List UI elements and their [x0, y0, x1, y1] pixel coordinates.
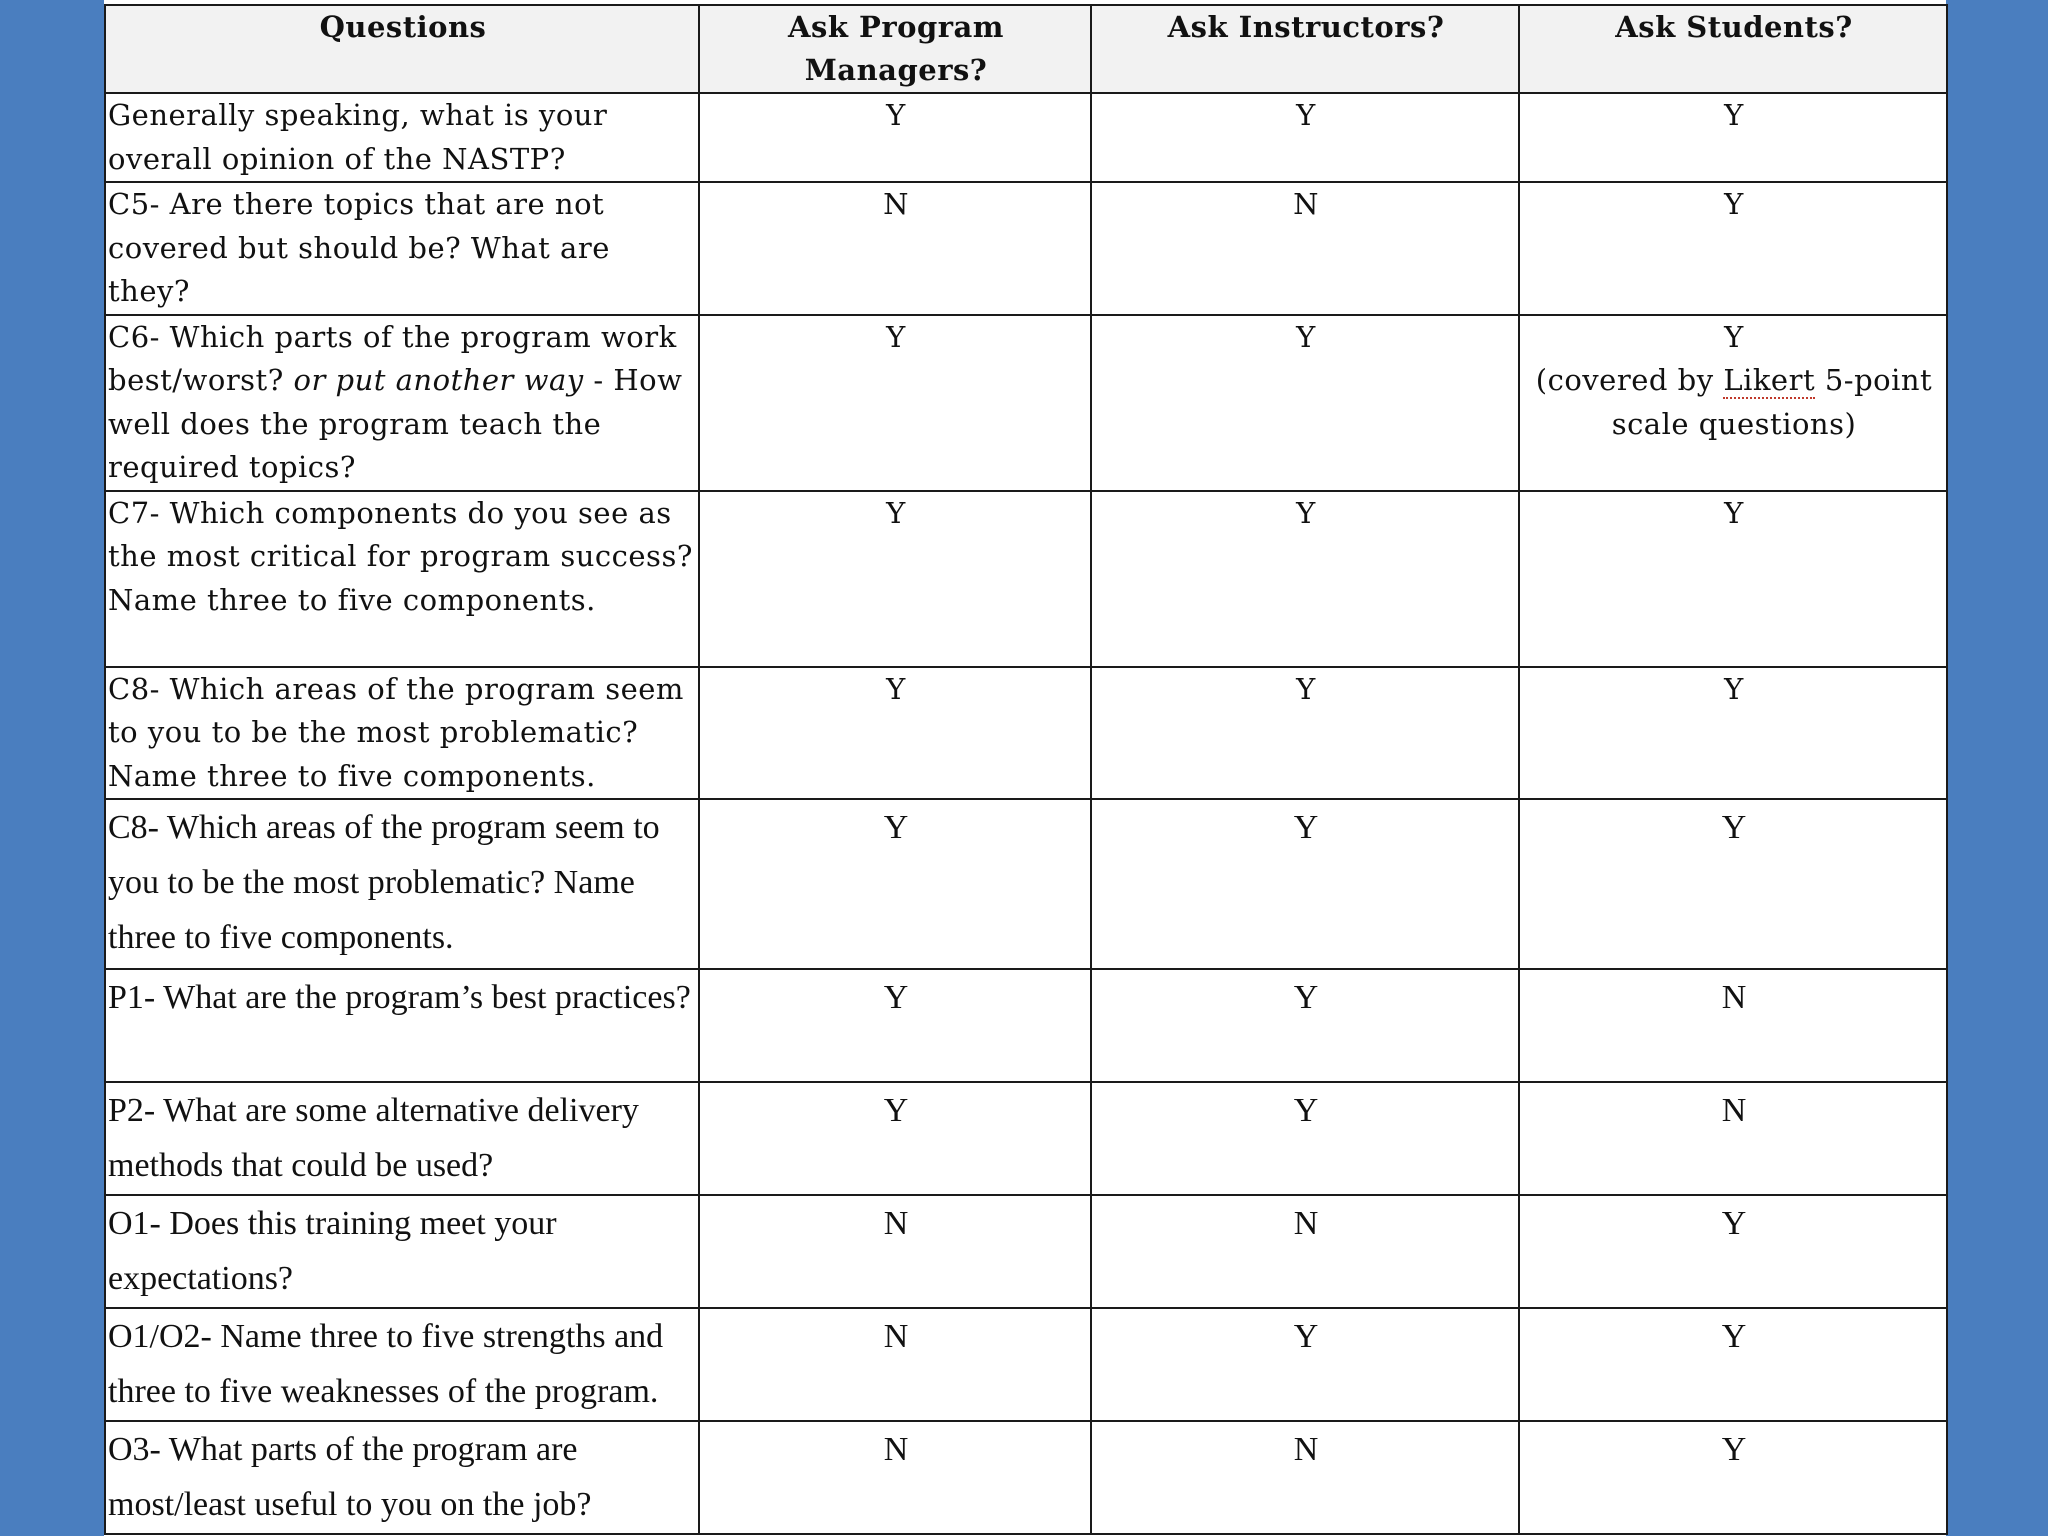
header-ask-program-managers: Ask Program Managers?: [699, 5, 1091, 93]
table-row: [105, 93, 1947, 182]
students-answer: Y: [1724, 319, 1744, 354]
question-cell: O1- Does this training meet your expectations?: [105, 1195, 699, 1308]
header-ask-students: Ask Students?: [1519, 5, 1947, 93]
instructors-cell: Y: [1091, 315, 1519, 491]
instructors-cell: Y: [1091, 667, 1519, 800]
question-cell: O1/O2- Name three to five strengths and three to five weaknesses of the program.: [105, 1308, 699, 1421]
students-cell: Y: [1519, 93, 1947, 182]
program-managers-cell: N: [699, 1421, 1091, 1534]
question-text-continued: - How well does the program teach the required topics?: [108, 363, 683, 484]
program-managers-cell: Y: [699, 667, 1091, 800]
program-managers-cell: Y: [699, 799, 1091, 969]
program-managers-cell: Y: [699, 315, 1091, 491]
students-cell: N: [1519, 969, 1947, 1082]
instructors-cell: N: [1091, 182, 1519, 315]
program-managers-cell: Y: [699, 969, 1091, 1082]
instructors-cell: Y: [1091, 969, 1519, 1082]
question-cell: C7- Which components do you see as the most critical for program success? Name three to five components.: [105, 491, 699, 667]
table-row: [105, 1195, 1947, 1308]
students-note: [1522, 359, 1946, 446]
question-cell: P1- What are the program’s best practices?: [105, 969, 699, 1082]
table-row: [105, 1421, 1947, 1534]
table-row: [105, 799, 1947, 969]
table-row: [105, 667, 1947, 800]
question-cell: C8- Which areas of the program seem to you to be the most problematic? Name three to five components.: [105, 667, 699, 800]
table-row: [105, 315, 1947, 491]
table-row: [105, 1082, 1947, 1195]
header-questions: Questions: [105, 5, 699, 93]
question-cell: C5- Are there topics that are not covered but should be? What are they?: [105, 182, 699, 315]
header-row: [105, 5, 1947, 93]
table-row: [105, 491, 1947, 667]
instructors-cell: Y: [1091, 1082, 1519, 1195]
students-cell: Y: [1519, 1421, 1947, 1534]
program-managers-cell: N: [699, 1308, 1091, 1421]
program-managers-cell: N: [699, 182, 1091, 315]
spellcheck-marked-word: Likert: [1723, 363, 1816, 397]
program-managers-cell: Y: [699, 1082, 1091, 1195]
question-cell: P2- What are some alternative delivery methods that could be used?: [105, 1082, 699, 1195]
table-row: [105, 969, 1947, 1082]
students-cell: Y: [1519, 182, 1947, 315]
students-cell: Y: [1519, 491, 1947, 667]
students-cell: Y: [1519, 1195, 1947, 1308]
students-cell: Y: [1519, 799, 1947, 969]
instructors-cell: Y: [1091, 491, 1519, 667]
instructors-cell: N: [1091, 1195, 1519, 1308]
students-note-text: (covered by: [1535, 363, 1724, 397]
questions-table: [104, 4, 1948, 1535]
question-cell: C8- Which areas of the program seem to you to be the most problematic? Name three to five components.: [105, 799, 699, 969]
students-cell: Y: [1519, 667, 1947, 800]
question-text: C6- Which parts of the program work best/worst?: [108, 319, 677, 397]
document-page: [104, 0, 1946, 1536]
instructors-cell: Y: [1091, 1308, 1519, 1421]
table-row: [105, 1308, 1947, 1421]
question-cell: Generally speaking, what is your overall opinion of the NASTP?: [105, 93, 699, 182]
students-note-text-continued: 5-point scale questions): [1611, 363, 1933, 441]
students-cell: Y: [1519, 1308, 1947, 1421]
students-cell: N: [1519, 1082, 1947, 1195]
table-row: [105, 182, 1947, 315]
question-cell: [105, 315, 699, 491]
question-cell: O3- What parts of the program are most/least useful to you on the job?: [105, 1421, 699, 1534]
program-managers-cell: Y: [699, 93, 1091, 182]
students-cell: [1519, 315, 1947, 491]
program-managers-cell: Y: [699, 491, 1091, 667]
instructors-cell: N: [1091, 1421, 1519, 1534]
instructors-cell: Y: [1091, 799, 1519, 969]
header-ask-instructors: Ask Instructors?: [1091, 5, 1519, 93]
program-managers-cell: N: [699, 1195, 1091, 1308]
question-emphasis: or put another way: [293, 363, 584, 397]
instructors-cell: Y: [1091, 93, 1519, 182]
